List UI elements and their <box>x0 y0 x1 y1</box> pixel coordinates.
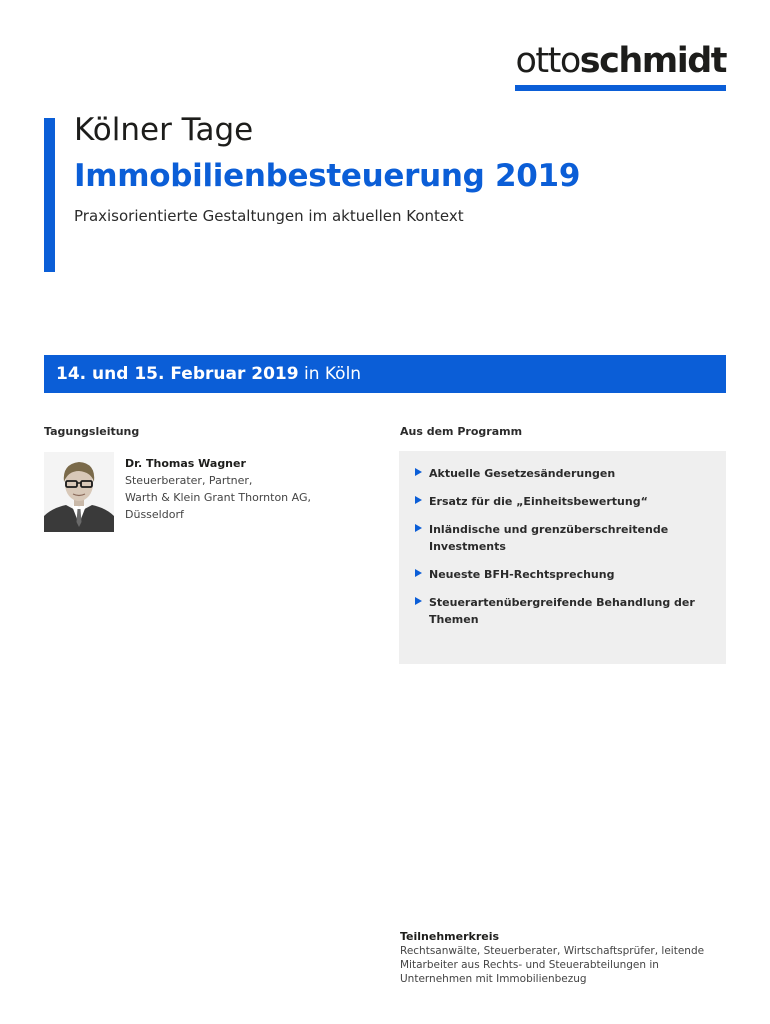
teilnehmerkreis-heading: Teilnehmerkreis <box>400 930 500 943</box>
program-item <box>415 594 699 628</box>
otto-schmidt-logo <box>515 41 726 91</box>
speaker-info <box>125 455 385 523</box>
program-item-text: Aktuelle Gesetzesänderungen <box>429 467 616 480</box>
triangle-bullet-icon <box>415 468 422 476</box>
program-list <box>399 451 726 628</box>
logo-underline <box>515 85 726 91</box>
teilnehmerkreis <box>400 930 730 986</box>
program-item <box>415 521 699 555</box>
triangle-bullet-icon <box>415 569 422 577</box>
speaker-line: Warth & Klein Grant Thornton AG, <box>125 491 312 504</box>
location-text: in Köln <box>298 364 362 384</box>
program-box <box>399 451 726 664</box>
logo-otto: otto <box>515 41 580 81</box>
triangle-bullet-icon <box>415 524 422 532</box>
programm-label: Aus dem Programm <box>400 425 523 438</box>
triangle-bullet-icon <box>415 597 422 605</box>
portrait-icon <box>44 452 114 532</box>
teilnehmerkreis-text: Rechtsanwälte, Steuerberater, Wirtschaftsprüfer, leitende Mitarbeiter aus Rechts- und Steuerabteilungen in Unternehmen mit Immobilienbezug <box>400 945 705 985</box>
program-item-text: Inländische und grenzüberschreitende Investments <box>429 523 669 553</box>
program-item-text: Steuerartenübergreifende Behandlung der Themen <box>429 596 695 626</box>
triangle-bullet-icon <box>415 496 422 504</box>
program-item-text: Ersatz für die „Einheitsbewertung“ <box>429 495 648 508</box>
speaker-line: Steuerberater, Partner, <box>125 474 253 487</box>
date-text: 14. und 15. Februar 2019 <box>56 364 299 384</box>
logo-wordmark <box>515 41 726 81</box>
speaker-line: Düsseldorf <box>125 508 184 521</box>
page-title-line2: Immobilienbesteuerung 2019 <box>74 158 581 194</box>
program-item <box>415 493 699 510</box>
tagungsleitung-label: Tagungsleitung <box>44 425 140 438</box>
page-title-line1: Kölner Tage <box>74 112 254 148</box>
date-banner <box>44 355 726 393</box>
program-item <box>415 465 699 482</box>
portrait-photo <box>44 452 114 532</box>
program-item <box>415 566 699 583</box>
speaker-name: Dr. Thomas Wagner <box>125 457 246 470</box>
title-accent-bar <box>44 118 55 272</box>
program-item-text: Neueste BFH-Rechtsprechung <box>429 568 615 581</box>
logo-schmidt: schmidt <box>579 41 726 81</box>
page-subtitle: Praxisorientierte Gestaltungen im aktuellen Kontext <box>74 207 464 225</box>
